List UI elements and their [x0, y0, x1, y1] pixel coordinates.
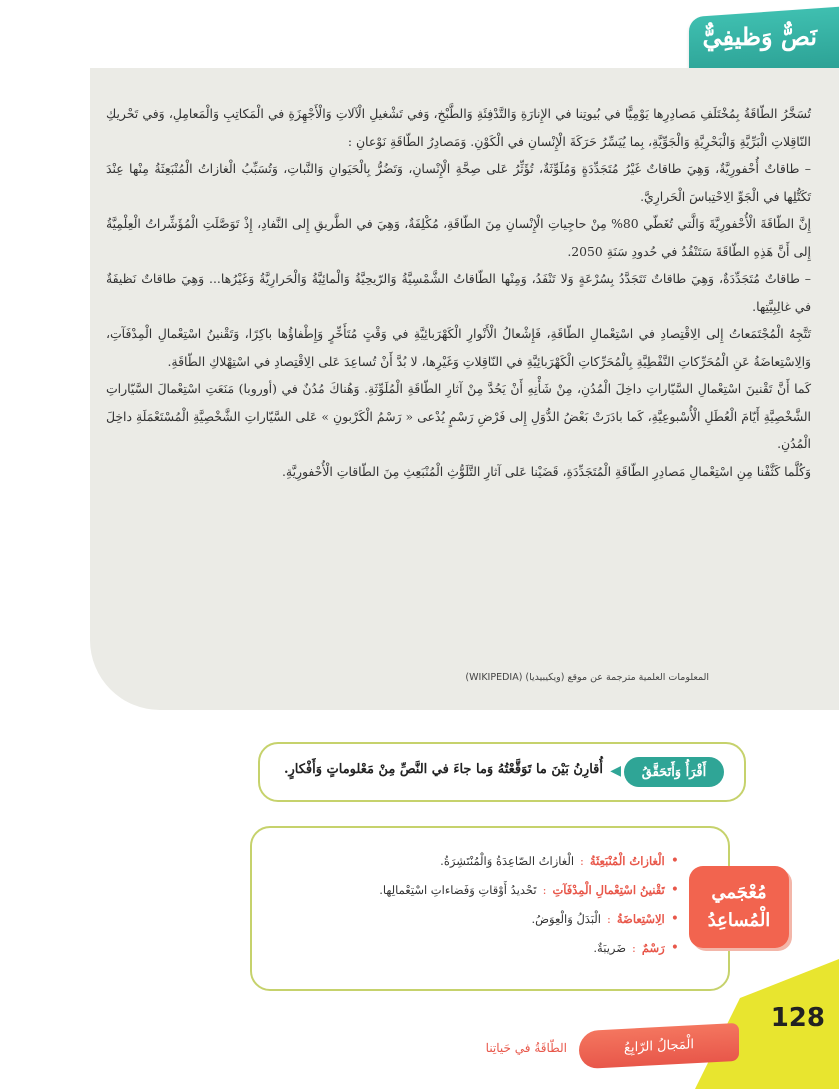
glossary-item [349, 846, 679, 875]
footer-unit-label: الْمَجالُ الرّابِعُ [579, 1023, 739, 1069]
bullet-icon: • [670, 910, 679, 927]
paragraph-4: – طاقاتٌ مُتَجَدِّدَةٌ، وَهِيَ طاقاتٌ تَتَجَدَّدُ بِسُرْعَةٍ وَلا تَنْفَدُ، وَمِنْها الطّاقاتُ الشَّمْسِيَّةُ وَالرّيحِيَّةُ وَالْمائِيَّةُ وَالْحَرارِيَّةُ وَغَيْرُها... وَهِيَ طاقاتٌ نَظيفَةٌ في غالِبِيَّتِها. [106, 271, 811, 314]
source-note: المعلومات العلمية مترجمة عن موقع (ويكيبيديا) (WIKIPEDIA) [465, 672, 709, 683]
paragraph-2: – طاقاتٌ أُحْفورِيَّةٌ، وَهِيَ طاقاتٌ غَيْرُ مُتَجَدِّدَةٍ وَمُلَوِّثَةٌ، تُؤَثِّرُ عَلى صِحَّةِ الْإِنْسانِ، وَتَضُرُّ بِالْحَيَوانِ وَالنَّباتِ، وَتُسَبِّبُ الْغازاتُ الْمُنْبَعِثَةُ مِنْها عِنْدَ تَكَتُّلِها في الْجَوِّ الِاحْتِباسَ الْحَرارِيَّ. [106, 161, 811, 204]
verify-badge: أَقْرَأُ وَأَتَحَقَّقُ [624, 757, 724, 787]
glossary-definition: الْبَدَلُ وَالْعِوَضُ. [531, 911, 602, 926]
glossary-definition: الْغازاتُ الصّاعِدَةُ وَالْمُنْتَشِرَةُ. [440, 853, 575, 868]
glossary-badge-line1: مُعْجَمي [711, 882, 767, 903]
reading-text [106, 100, 811, 485]
glossary-item [349, 875, 679, 904]
paragraph-1: تُسَخَّرُ الطّاقَةُ بِمُخْتَلَفِ مَصادِرِها يَوْمِيًّا في بُيوتِنا في الإِنارَةِ وَالتَّدْفِئَةِ وَالطَّبْخِ، وَفي تَشْغيلِ الْآلاتِ وَالْأَجْهِزَةِ في الْمَكاتِبِ وَالْمَعامِلِ، وَفي تَحْريكِ النّاقِلاتِ الْبَرِّيَّةِ وَالْبَحْرِيَّةِ وَالْجَوِّيَّةِ، بِما يُيَسِّرُ حَرَكَةَ الْإِنْسانِ في الْكَوْنِ. وَمَصادِرُ الطّاقَةِ نَوْعانِ : [106, 106, 811, 149]
paragraph-3: إِنَّ الطّاقَةَ الْأُحْفورِيَّةَ وَالَّتي تُغَطّي 80% مِنْ حاجِياتِ الْإِنْسانِ مِنَ الطّاقَةِ، مُكْلِفَةٌ، وَهِيَ في الطَّريقِ إِلى النَّفادِ، إِذْ تَوَصَّلَتِ الْمُؤَشِّراتُ الْعِلْمِيَّةُ إِلى أَنَّ هَذِهِ الطّاقَةَ سَتَنْفُدُ في حُدودِ سَنَةِ 2050. [106, 216, 811, 259]
footer-topic: الطّاقَةُ في حَياتِنا [485, 1041, 567, 1055]
glossary-badge-line2: الْمُساعِدُ [707, 910, 771, 931]
glossary-list [349, 846, 679, 962]
glossary-definition: ضَريبَةٌ. [593, 940, 627, 955]
glossary-item [349, 904, 679, 933]
paragraph-6: كَما أَنَّ تَقْنينَ اسْتِعْمالِ السَّيّاراتِ داخِلَ الْمُدُنِ، مِنْ شَأْنِهِ أَنْ يَحُدَّ مِنْ آثارِ الطّاقَةِ الْمُلَوِّثَةِ. وَهُناكَ مُدُنٌ في (أوروبا) مَنَعَتِ اسْتِعْمالَ السَّيّاراتِ الشَّخْصِيَّةِ أَيّامَ الْعُطَلِ الْأُسْبوعِيَّةِ، كَما بادَرَتْ بَعْضُ الدُّوَلِ إِلى فَرْضِ رَسْمٍ يُدْعى « رَسْمُ الْكَرْبونِ » عَلى السَّيّاراتِ الشَّخْصِيَّةِ الْمُسْتَعْمَلَةِ داخِلَ الْمُدُنِ. [106, 381, 811, 451]
bullet-icon: • [670, 881, 679, 898]
glossary-separator: : [580, 853, 584, 868]
glossary-term: الْغازاتُ الْمُنْبَعِثَةُ [589, 853, 665, 868]
glossary-term: الِاسْتِعاضَةُ [616, 911, 665, 926]
glossary-separator: : [607, 911, 611, 926]
bullet-icon: • [670, 852, 679, 869]
glossary-definition: تَحْديدُ أَوْقاتِ وَفَضاءاتِ اسْتِعْمالِها. [379, 882, 537, 897]
paragraph-7: وَكُلَّما كَثَّفْنا مِنِ اسْتِعْمالِ مَصادِرِ الطّاقَةِ الْمُتَجَدِّدَةِ، قَضَيْنا عَلى آثارِ التَّلَوُّثِ الْمُنْبَعِثِ مِنَ الطّاقاتِ الْأُحْفورِيَّةِ. [281, 463, 811, 479]
glossary-badge [689, 866, 789, 948]
glossary-separator: : [632, 940, 636, 955]
paragraph-5: تَتَّجِهُ الْمُجْتَمَعاتُ إِلى الِاقْتِصادِ في اسْتِعْمالِ الطّاقَةِ، فَإِشْعالُ الْأَنْوارِ الْكَهْرَبائِيَّةِ في وَقْتٍ مُتَأَخِّرٍ وَإِطْفاؤُها باكِرًا، وَتَقْنينُ اسْتِعْمالِ الْمِدْفَآتِ، وَالِاسْتِعاضَةُ عَنِ الْمُحَرِّكاتِ النَّفْطِيَّةِ بِالْمُحَرِّكاتِ الْكَهْرَبائِيَّةِ في النّاقِلاتِ وَغَيْرِها، لا بُدَّ أَنْ تُساعِدَ عَلى الِاقْتِصادِ في اسْتِهْلاكِ الطّاقَةِ. [106, 326, 811, 369]
glossary-separator: : [542, 882, 547, 897]
glossary-term: رَسْمٌ [641, 940, 665, 955]
bullet-icon: • [670, 939, 679, 956]
glossary-term: تَقْنينُ اسْتِعْمالِ الْمِدْفَآتِ [552, 882, 665, 897]
section-tab-label: نَصٌّ وَظيفِيٌّ [702, 22, 817, 51]
verify-question: أُقارِنُ بَيْنَ ما تَوَقَّعْتُهُ وَما جاءَ في النَّصِّ مِنْ مَعْلوماتٍ وَأَفْكارٍ. [283, 762, 603, 777]
page-number: 128 [770, 1003, 825, 1033]
play-arrow-icon: ◀ [610, 763, 621, 779]
glossary-item [349, 933, 679, 962]
